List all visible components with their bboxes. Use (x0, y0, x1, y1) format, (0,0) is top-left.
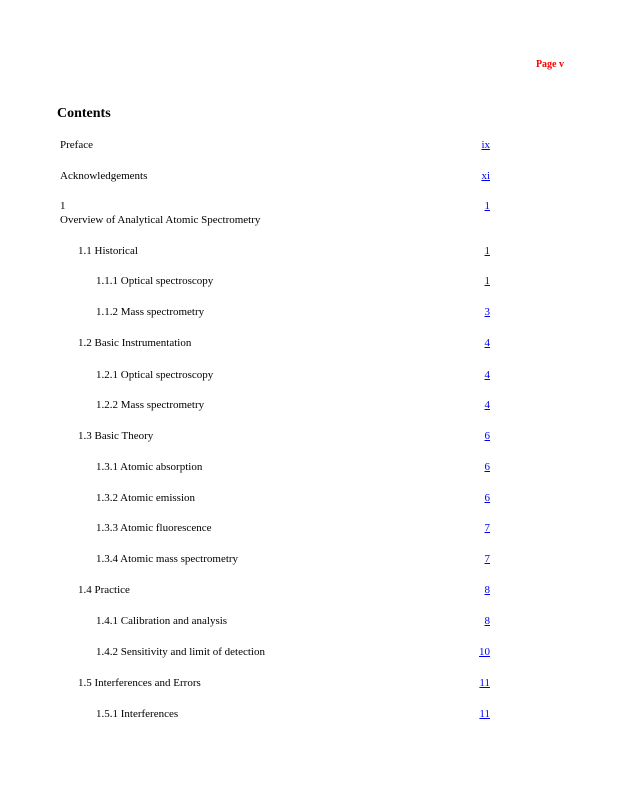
toc-page-link[interactable]: 11 (479, 677, 490, 689)
toc-page-link[interactable]: 4 (484, 369, 490, 381)
page-number: Page v (535, 59, 564, 70)
toc-page-link[interactable]: 4 (484, 337, 490, 349)
toc-entry-title: Preface (60, 139, 93, 151)
toc-entry-title: 1.5 Interferences and Errors (78, 677, 201, 689)
toc-entry-title: 1.1.1 Optical spectroscopy (96, 275, 214, 287)
toc-page-link[interactable]: xi (481, 170, 490, 182)
toc-entry-title: 1.3.4 Atomic mass spectrometry (96, 553, 239, 565)
toc-entry-title: 1.4.1 Calibration and analysis (96, 615, 228, 627)
toc-entry-title: 1.3.1 Atomic absorption (96, 461, 203, 473)
toc-page-link[interactable]: 8 (484, 584, 490, 596)
toc-page-link[interactable]: 1 (484, 200, 490, 212)
toc-entry-title: Acknowledgements (60, 170, 148, 182)
toc-entry-title: 1.3.2 Atomic emission (96, 492, 195, 504)
toc-entry-title: 1.5.1 Interferences (96, 708, 179, 720)
toc-entry-title: 1.1 Historical (78, 245, 138, 257)
toc-entry-title: 1.4.2 Sensitivity and limit of detection (96, 646, 265, 658)
toc-entry-title: Overview of Analytical Atomic Spectrometry (60, 214, 261, 226)
toc-page-link[interactable]: 4 (484, 399, 490, 411)
toc-entry-title: 1.3.3 Atomic fluorescence (96, 522, 212, 534)
toc-entry-title: 1.2.2 Mass spectrometry (96, 399, 205, 411)
toc-entry-title: 1.4 Practice (78, 584, 130, 596)
toc-page-link[interactable]: 7 (484, 553, 490, 565)
toc-entry-title: 1.2 Basic Instrumentation (78, 337, 192, 349)
toc-page-link[interactable]: 1 (484, 275, 490, 287)
toc-page-link[interactable]: 11 (479, 708, 490, 720)
toc-page-link[interactable]: 8 (484, 615, 490, 627)
toc-page-link[interactable]: 6 (484, 430, 490, 442)
contents-heading: Contents (57, 106, 111, 121)
toc-page-link[interactable]: 6 (484, 461, 490, 473)
chapter-number: 1 (60, 200, 66, 212)
toc-entry-title: 1.3 Basic Theory (78, 430, 154, 442)
toc-page-link[interactable]: ix (481, 139, 490, 151)
toc-page-link[interactable]: 1 (484, 245, 490, 257)
toc-page-link[interactable]: 6 (484, 492, 490, 504)
toc-page-link[interactable]: 3 (484, 306, 490, 318)
toc-entry-title: 1.2.1 Optical spectroscopy (96, 369, 214, 381)
toc-page-link[interactable]: 7 (484, 522, 490, 534)
toc-page-link[interactable]: 10 (479, 646, 490, 658)
toc-entry-title: 1.1.2 Mass spectrometry (96, 306, 205, 318)
